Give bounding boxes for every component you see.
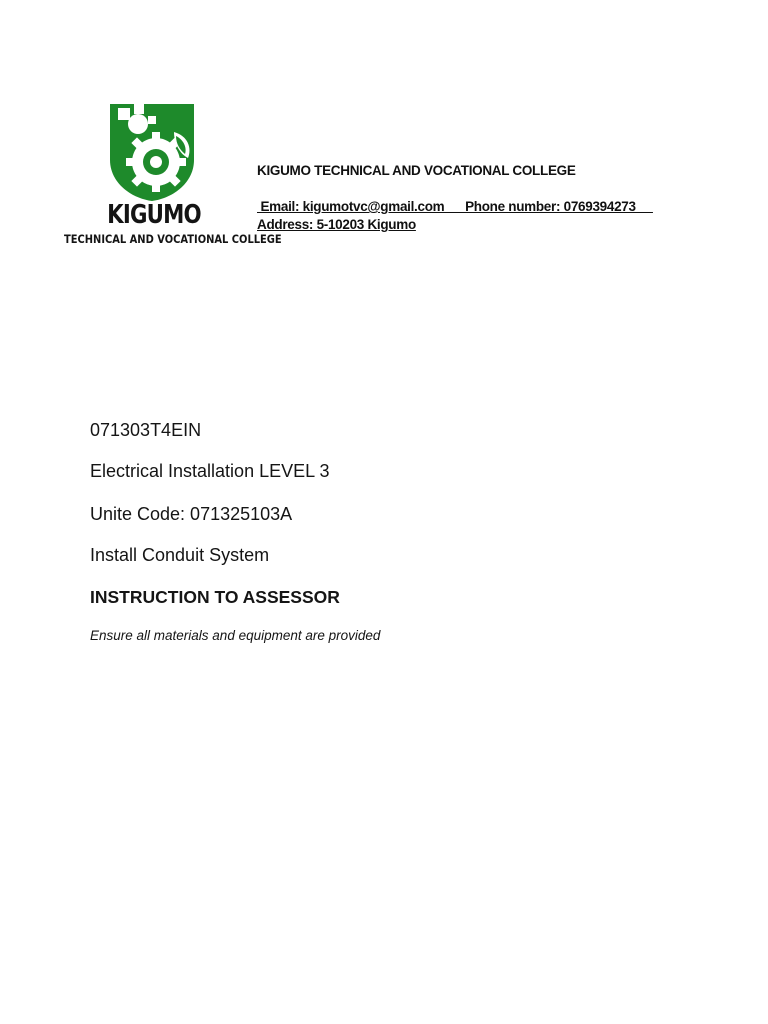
logo-subtitle-text: TECHNICAL AND VOCATIONAL COLLEGE (64, 232, 282, 246)
instruction-text: Ensure all materials and equipment are provided (90, 628, 381, 643)
logo-name-text: KIGUMO (107, 200, 201, 230)
qualification-code: 071303T4EIN (90, 420, 202, 440)
college-title: KIGUMO TECHNICAL AND VOCATIONAL COLLEGE (257, 163, 576, 178)
college-logo (64, 102, 282, 250)
contact-line: Email: kigumotvc@gmail.com Phone number: 0769394273 (257, 199, 653, 214)
unit-code: Unite Code: 071325103A (90, 504, 293, 524)
section-heading: INSTRUCTION TO ASSESSOR (90, 587, 340, 607)
address-line: Address: 5-10203 Kigumo (257, 217, 416, 232)
unit-title: Install Conduit System (90, 545, 270, 565)
course-title: Electrical Installation LEVEL 3 (90, 461, 330, 481)
gear-shield-icon (108, 102, 196, 202)
